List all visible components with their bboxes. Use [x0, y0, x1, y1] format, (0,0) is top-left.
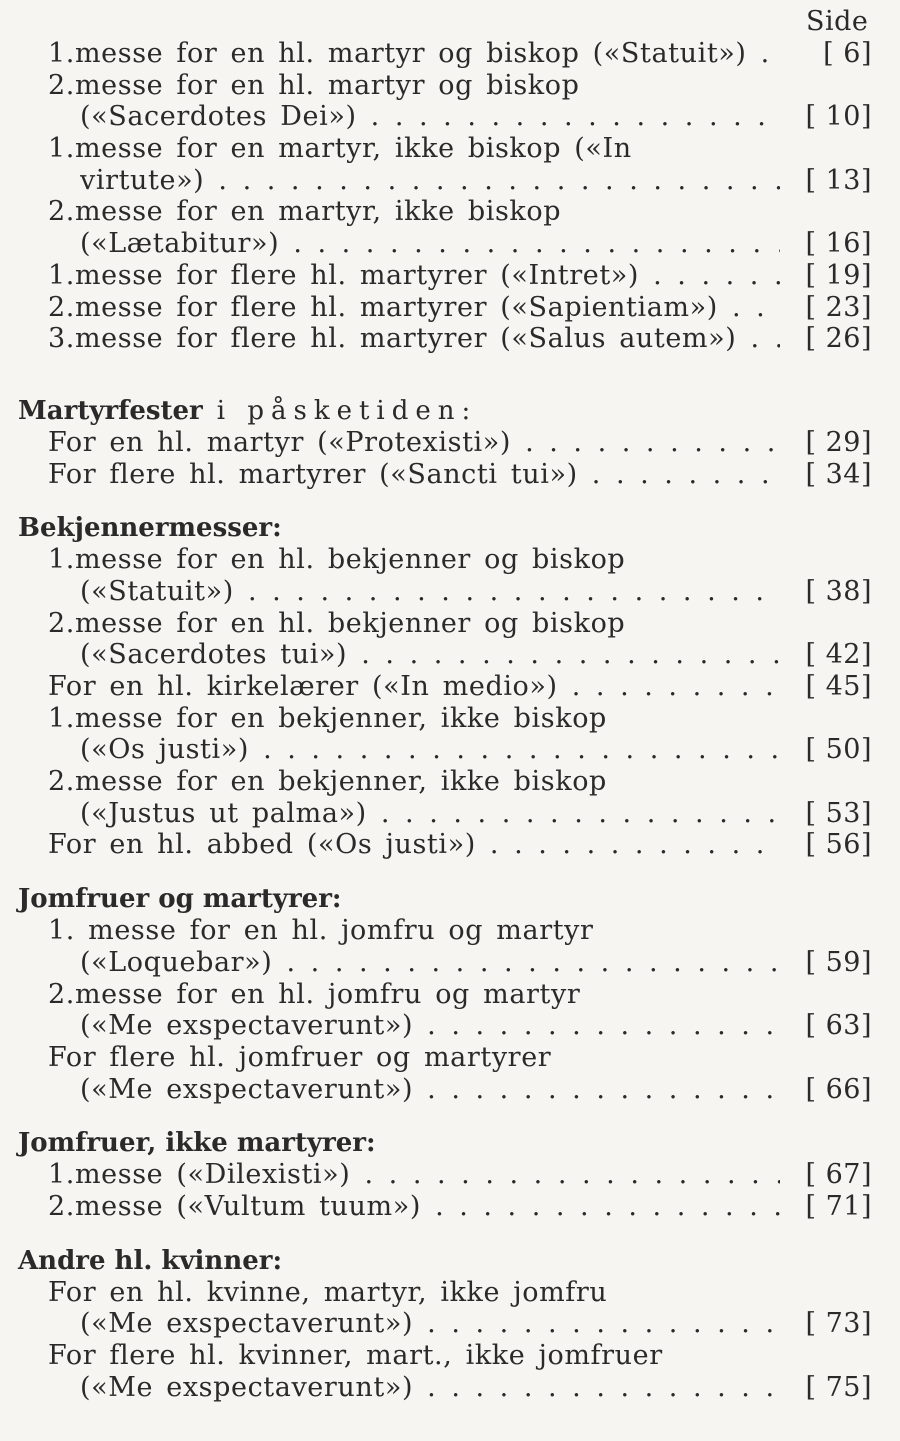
entry-title: For flere hl. kvinner, mart., ikke jomfruer — [48, 1340, 663, 1371]
page-number: [ 29] — [805, 426, 872, 458]
toc-entry[interactable] — [0, 1042, 900, 1105]
entry-title: («Me exspectaverunt») . . . — [80, 1010, 780, 1042]
section-heading — [0, 1245, 900, 1277]
entry-continuation-line — [0, 947, 900, 979]
entry-title: («Me exspectaverunt») . . . — [80, 1074, 780, 1106]
entry-line — [0, 427, 900, 459]
toc-entry[interactable] — [0, 1159, 900, 1191]
entry-line — [0, 1191, 900, 1223]
page-number: [ 19] — [805, 259, 872, 291]
entry-title: 1. messe for en hl. jomfru og martyr — [48, 915, 594, 947]
entry-continuation-line — [0, 101, 900, 133]
toc-entry[interactable] — [0, 260, 900, 292]
toc-entry[interactable] — [0, 979, 900, 1042]
page-number: [ 23] — [805, 291, 872, 323]
entry-continuation-line — [0, 576, 900, 608]
entry-title: 2.messe for en martyr, ikke biskop — [48, 196, 562, 228]
toc-section — [0, 1127, 900, 1222]
entry-title: («Me exspectaverunt») . . . — [80, 1372, 780, 1404]
entry-line — [0, 766, 900, 798]
toc-entry[interactable] — [0, 766, 900, 829]
entry-line — [0, 38, 900, 70]
entry-line — [0, 323, 900, 355]
section-spacer — [0, 1105, 900, 1127]
entry-continuation-line — [0, 1308, 900, 1340]
toc-entry[interactable] — [0, 608, 900, 671]
entry-line — [0, 1340, 900, 1372]
entry-continuation-line — [0, 734, 900, 766]
entry-continuation-line — [0, 1074, 900, 1106]
section-heading — [0, 395, 900, 427]
entry-continuation-line — [0, 1372, 900, 1404]
page-number: [ 56] — [805, 829, 872, 861]
entry-line — [0, 915, 900, 947]
entry-title: 1.messe for en hl. bekjenner og biskop — [48, 544, 626, 576]
page-number: [ 38] — [805, 575, 872, 607]
entry-line — [0, 829, 900, 861]
entry-title: 1.messe for en hl. martyr og biskop («Statuit») . . . — [48, 38, 780, 70]
toc-entry[interactable] — [0, 459, 900, 491]
entry-title: («Lætabitur») . . . — [80, 228, 780, 260]
entry-line — [0, 608, 900, 640]
page-number: [ 75] — [805, 1371, 872, 1403]
entry-title: 1.messe («Dilexisti») . . . — [48, 1159, 780, 1191]
page-number: [ 50] — [805, 734, 872, 766]
entry-line — [0, 196, 900, 228]
entry-title: For en hl. kirkelærer («In medio») . . . — [48, 671, 780, 703]
page-number: [ 53] — [805, 797, 872, 829]
entry-title: («Justus ut palma») . . . — [80, 798, 780, 830]
toc-section — [0, 883, 900, 1105]
entry-title: 2.messe («Vultum tuum») . . . — [48, 1191, 780, 1223]
entry-line — [0, 671, 900, 703]
entry-continuation-line — [0, 228, 900, 260]
section-spacer — [0, 1223, 900, 1245]
section-heading — [0, 512, 900, 544]
entry-title: («Statuit») . . . — [80, 576, 780, 608]
page-number: [ 73] — [805, 1308, 872, 1340]
toc-entry[interactable] — [0, 544, 900, 607]
entry-title: («Loquebar») . . . — [80, 947, 780, 979]
page-number: [ 45] — [805, 671, 872, 702]
page-number: [ 42] — [805, 639, 872, 671]
toc-entry[interactable] — [0, 1277, 900, 1340]
entry-line — [0, 1277, 900, 1309]
entry-title: For en hl. abbed («Os justi») . . . — [48, 829, 780, 861]
toc-entry[interactable] — [0, 70, 900, 133]
toc-entry[interactable] — [0, 323, 900, 355]
toc-section — [0, 38, 900, 355]
toc-entry[interactable] — [0, 38, 900, 70]
section-heading — [0, 883, 900, 915]
entry-title: For en hl. kvinne, martyr, ikke jomfru — [48, 1276, 608, 1308]
entry-title: 2.messe for en hl. jomfru og martyr — [48, 978, 581, 1010]
page-number: [ 66] — [805, 1073, 872, 1105]
entry-title: 2.messe for flere hl. martyrer («Sapientiam») . . . — [48, 292, 780, 324]
entry-title: 1.messe for en bekjenner, ikke biskop — [48, 702, 607, 734]
page-number: [ 16] — [805, 228, 872, 260]
entry-line — [0, 70, 900, 102]
section-title: Bekjennermesser: — [18, 513, 282, 544]
entry-line — [0, 1042, 900, 1074]
entry-line — [0, 459, 900, 491]
entry-line — [0, 544, 900, 576]
page-number: [ 13] — [805, 164, 872, 196]
section-title: Jomfruer, ikke martyrer: — [18, 1128, 376, 1159]
entry-continuation-line — [0, 639, 900, 671]
toc-section — [0, 1245, 900, 1404]
toc-entry[interactable] — [0, 427, 900, 459]
entry-line — [0, 133, 900, 165]
toc-section — [0, 512, 900, 861]
entry-title: 1.messe for en martyr, ikke biskop («In — [48, 133, 632, 165]
entry-title: virtute») . . . — [80, 165, 780, 197]
entry-title: For en hl. martyr («Protexisti») . . . — [48, 427, 780, 459]
toc-entry[interactable] — [0, 1191, 900, 1223]
toc-entry[interactable] — [0, 196, 900, 259]
page-number: [ 59] — [805, 946, 872, 978]
toc-entry[interactable] — [0, 133, 900, 196]
entry-continuation-line — [0, 165, 900, 197]
section-spacer — [0, 490, 900, 512]
section-spacer — [0, 355, 900, 395]
toc-entry[interactable] — [0, 671, 900, 703]
page-number: [ 26] — [805, 323, 872, 355]
entry-title: («Sacerdotes tui») . . . — [80, 639, 780, 671]
section-spacer — [0, 861, 900, 883]
page-column-header: Side — [806, 6, 869, 37]
entry-line — [0, 1159, 900, 1191]
entry-title: 1.messe for flere hl. martyrer («Intret») . . . — [48, 260, 780, 292]
toc-entry[interactable] — [0, 703, 900, 766]
section-title: Jomfruer og martyrer: — [18, 884, 342, 915]
page-number: [ 71] — [805, 1190, 872, 1222]
entry-title: 2.messe for en hl. martyr og biskop — [48, 69, 580, 101]
toc-entry[interactable] — [0, 829, 900, 861]
entry-title: («Me exspectaverunt») . . . — [80, 1308, 780, 1340]
page-number: [ 67] — [805, 1159, 872, 1191]
toc-entry[interactable] — [0, 1340, 900, 1403]
entry-title: For flere hl. martyrer («Sancti tui») . . . — [48, 459, 780, 491]
page-number: [ 10] — [805, 101, 872, 133]
page-number: [ 63] — [805, 1010, 872, 1042]
entry-line — [0, 292, 900, 324]
entry-title: For flere hl. jomfruer og martyrer — [48, 1041, 552, 1073]
section-title-spaced: i påsketiden: — [216, 395, 478, 426]
entry-title: 2.messe for en bekjenner, ikke biskop — [48, 766, 607, 798]
entry-line — [0, 979, 900, 1011]
page-number: [ 6] — [823, 38, 872, 69]
toc-section — [0, 395, 900, 490]
entry-continuation-line — [0, 798, 900, 830]
toc-entry[interactable] — [0, 292, 900, 324]
entry-line — [0, 260, 900, 292]
toc-entry[interactable] — [0, 915, 900, 978]
entry-title: 2.messe for en hl. bekjenner og biskop — [48, 607, 626, 639]
table-of-contents — [0, 38, 900, 1403]
entry-title: («Sacerdotes Dei») . . . — [80, 101, 780, 133]
entry-line — [0, 703, 900, 735]
entry-title: 3.messe for flere hl. martyrer («Salus autem») . . . — [48, 323, 780, 355]
entry-continuation-line — [0, 1010, 900, 1042]
section-heading — [0, 1127, 900, 1159]
entry-title: («Os justi») . . . — [80, 734, 780, 766]
page-number: [ 34] — [805, 458, 872, 490]
section-title: Andre hl. kvinner: — [18, 1245, 283, 1276]
section-title: Martyrfester — [18, 395, 203, 426]
